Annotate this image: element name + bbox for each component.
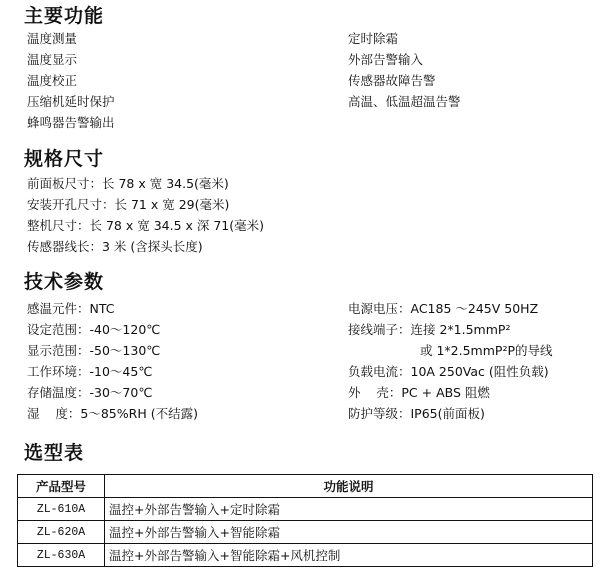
feature-item: 温度测量: [27, 31, 78, 46]
column-header-model: 产品型号: [18, 475, 105, 498]
param-line: 工作环境：-10～45℃: [27, 364, 153, 379]
spec-line: 安装开孔尺寸：长 71 x 宽 29(毫米): [27, 197, 230, 212]
param-line: 接线端子：连接 2*1.5mmP²: [348, 322, 511, 337]
feature-item: 定时除霜: [348, 31, 399, 46]
specs-heading: 规格尺寸: [24, 148, 105, 170]
spec-line: 前面板尺寸：长 78 x 宽 34.5(毫米): [27, 176, 229, 191]
function-cell: 温控+外部告警输入+智能除霜+风机控制: [105, 544, 593, 567]
selection-table: [17, 474, 593, 567]
param-line: 设定范围：-40～120℃: [27, 322, 161, 337]
feature-item: 传感器故障告警: [348, 73, 436, 88]
feature-item: 蜂鸣器告警输出: [27, 115, 115, 130]
model-cell: ZL-610A: [18, 498, 105, 521]
param-line: 外 壳：PC + ABS 阻燃: [348, 385, 490, 400]
selection-heading: 选型表: [24, 442, 85, 464]
function-cell: 温控+外部告警输入+智能除霜: [105, 521, 593, 544]
param-line: 负载电流：10A 250Vac (阻性负载): [348, 364, 549, 379]
feature-item: 外部告警输入: [348, 52, 424, 67]
param-line: 电源电压：AC185 ～245V 50HZ: [348, 301, 539, 316]
feature-item: 温度显示: [27, 52, 78, 67]
params-heading: 技术参数: [24, 271, 105, 293]
param-line: 防护等级：IP65(前面板): [348, 406, 485, 421]
param-line: 感温元件：NTC: [27, 301, 115, 316]
param-line: 湿 度：5～85%RH (不结露): [27, 406, 198, 421]
table-header-row: [18, 475, 593, 498]
table-row: [18, 544, 593, 567]
table-row: [18, 498, 593, 521]
feature-item: 压缩机延时保护: [27, 94, 115, 109]
feature-item: 高温、低温超温告警: [348, 94, 461, 109]
model-cell: ZL-620A: [18, 521, 105, 544]
param-line: 存储温度：-30～70℃: [27, 385, 153, 400]
function-cell: 温控+外部告警输入+定时除霜: [105, 498, 593, 521]
param-line: 显示范围：-50～130℃: [27, 343, 161, 358]
param-line: 或 1*2.5mmP²P的导线: [420, 343, 553, 358]
spec-line: 整机尺寸：长 78 x 宽 34.5 x 深 71(毫米): [27, 218, 265, 233]
features-heading: 主要功能: [24, 5, 105, 27]
feature-item: 温度校正: [27, 73, 78, 88]
column-header-function: 功能说明: [105, 475, 593, 498]
spec-line: 传感器线长：3 米 (含探头长度): [27, 239, 203, 254]
table-row: [18, 521, 593, 544]
model-cell: ZL-630A: [18, 544, 105, 567]
